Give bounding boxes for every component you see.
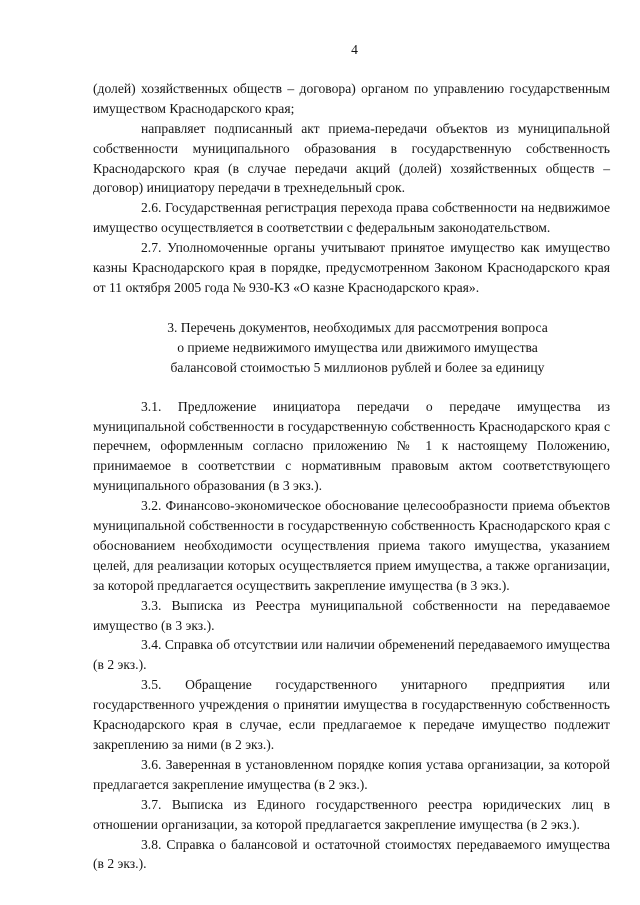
document-page [93, 40, 610, 874]
paragraph-continuation: (долей) хозяйственных обществ – договора) органом по управлению государственным имуществом Краснодарского края; [93, 80, 610, 116]
paragraph-3-4: 3.4. Справка об отсутствии или наличии обременений передаваемого имущества (в 2 экз.). [93, 637, 610, 673]
paragraph-3-6: 3.6. Заверенная в установленном порядке копия устава организации, за которой предлагается закрепление имущества (в 2 экз.). [93, 756, 610, 792]
paragraph-2-7: 2.7. Уполномоченные органы учитывают принятое имущество как имущество казны Краснодарского края в порядке, предусмотренном Законом Краснодарского края от 11 октября 2005 года № 930-КЗ «О казне Краснодарского края». [93, 240, 610, 295]
paragraph-3-5: 3.5. Обращение государственного унитарного предприятия или государственного учреждения о принятии имущества в государственную собственность Краснодарского края в случае, если предлагаемое к передаче имущество подлежит закреплению за ними (в 2 экз.). [93, 677, 610, 752]
section-3-heading [93, 318, 610, 378]
paragraph-3-3: 3.3. Выписка из Реестра муниципальной собственности на передаваемое имущество (в 3 экз.). [93, 597, 610, 633]
paragraph-2-6: 2.6. Государственная регистрация перехода права собственности на недвижимое имущество осуществляется в соответствии с федеральным законодательством. [93, 200, 610, 236]
section-3-list [93, 397, 610, 875]
paragraph-3-1: 3.1. Предложение инициатора передачи о передаче имущества из муниципальной собственности в государственную собственность Краснодарского края с перечнем, оформленным согласно приложению № 1 к настоящему Положению, принимаемое в соответствии с нормативным правовым актом соответствующего муниципального образования (в 3 экз.). [93, 398, 610, 494]
section-3-heading-line: о приеме недвижимого имущества или движимого имущества [177, 339, 538, 355]
paragraph-send-act: направляет подписанный акт приема-передачи объектов из муниципальной собственности муниципального образования в государственную собственность Краснодарского края (в случае передачи акций (долей) хозяйственных обществ – договор) инициатору передачи в трехнедельный срок. [93, 120, 610, 196]
paragraph-3-7: 3.7. Выписка из Единого государственного реестра юридических лиц в отношении организации, за которой предлагается закрепление имущества (в 2 экз.). [93, 796, 610, 832]
section-3-heading-line: 3. Перечень документов, необходимых для рассмотрения вопроса [167, 319, 548, 335]
paragraph-3-8: 3.8. Справка о балансовой и остаточной стоимостях передаваемого имущества (в 2 экз.). [93, 836, 610, 872]
paragraph-3-2: 3.2. Финансово-экономическое обоснование целесообразности приема объектов муниципальной собственности в государственную собственность Краснодарского края с обоснованием необходимости осуществления приема такого имущества, указанием целей, для реализации которых осуществляется прием имущества, а также организации, за которой предлагается осуществить закрепление имущества (в 3 экз.). [93, 498, 610, 593]
section-3-heading-line: балансовой стоимостью 5 миллионов рублей и более за единицу [170, 359, 545, 375]
page-number: 4 [351, 42, 358, 57]
